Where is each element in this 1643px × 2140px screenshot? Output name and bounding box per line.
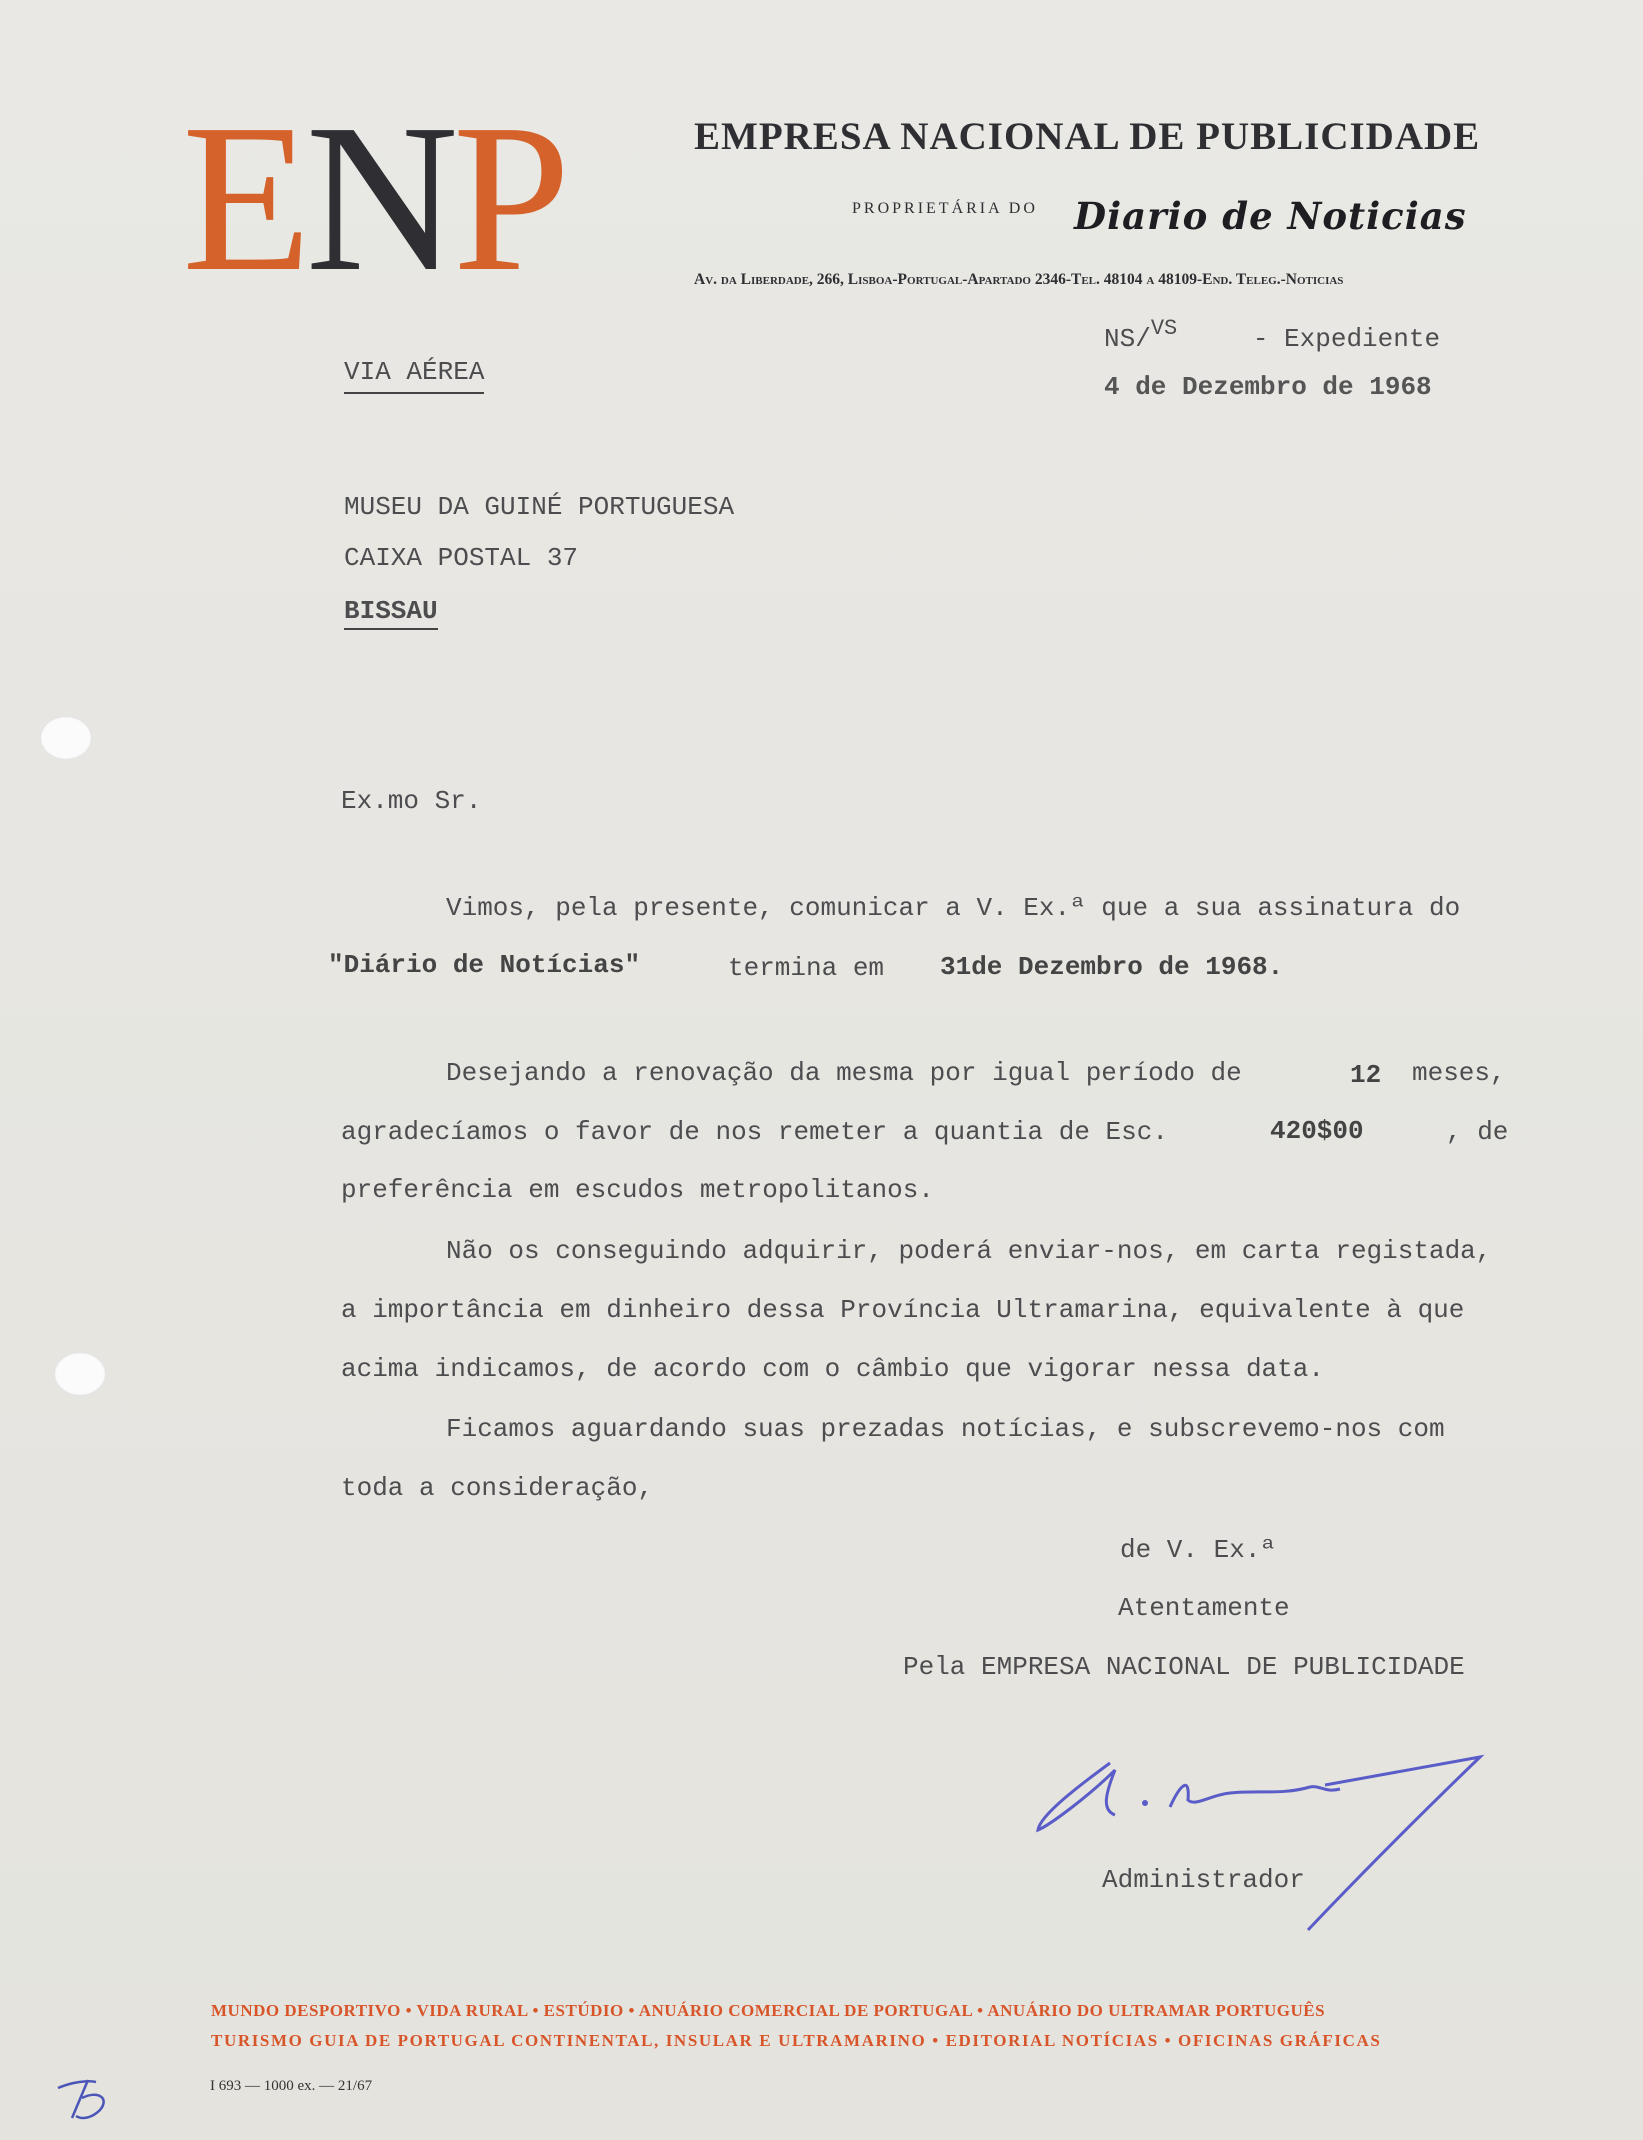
signature xyxy=(1020,1745,1520,1935)
reference: NS/$^{VS}$ - Expediente xyxy=(1104,316,1441,354)
body-line: Ficamos aguardando suas prezadas notícias, e subscrevemo-nos com xyxy=(446,1414,1445,1444)
newspaper-name: Diario de Noticias xyxy=(1074,194,1467,238)
body-line: Vimos, pela presente, comunicar a V. Ex.ª que a sua assinatura do xyxy=(446,893,1461,923)
end-date-fill: 31de Dezembro de 1968. xyxy=(940,952,1284,982)
newspaper-fill: "Diário de Notícias" xyxy=(328,950,641,980)
body-line: preferência em escudos metropolitanos. xyxy=(341,1175,934,1205)
closing-line: de V. Ex.ª xyxy=(1120,1535,1277,1565)
enp-logo: ENP xyxy=(182,80,565,315)
recipient-line-3: BISSAU xyxy=(344,596,438,630)
via-aerea: VIA AÉREA xyxy=(344,357,484,394)
body-line: a importância em dinheiro dessa Província Ultramarina, equivalente à que xyxy=(341,1295,1465,1325)
recipient-line-1: MUSEU DA GUINÉ PORTUGUESA xyxy=(344,492,735,522)
body-line: Não os conseguindo adquirir, poderá enviar-nos, em carta registada, xyxy=(446,1236,1492,1266)
footer-publications-2: TURISMO GUIA DE PORTUGAL CONTINENTAL, INSULAR E ULTRAMARINO • EDITORIAL NOTÍCIAS • OFICINAS GRÁFICAS xyxy=(211,2031,1382,2050)
amount-fill: 420$00 xyxy=(1270,1116,1364,1146)
punch-hole xyxy=(54,1352,106,1396)
body-line: acima indicamos, de acordo com o câmbio que vigorar nessa data. xyxy=(341,1354,1324,1384)
signer-title: Administrador xyxy=(1102,1865,1305,1895)
footer-publications-1: MUNDO DESPORTIVO • VIDA RURAL • ESTÚDIO • ANUÁRIO COMERCIAL DE PORTUGAL • ANUÁRIO DO ULTRAMAR PORTUGUÊS xyxy=(211,2001,1326,2020)
print-code: I 693 — 1000 ex. — 21/67 xyxy=(210,2078,373,2094)
closing-line: Pela EMPRESA NACIONAL DE PUBLICIDADE xyxy=(903,1652,1465,1682)
company-name: EMPRESA NACIONAL DE PUBLICIDADE xyxy=(694,115,1481,158)
letter-date: 4 de Dezembro de 1968 xyxy=(1104,372,1432,402)
months-fill: 12 xyxy=(1350,1060,1382,1090)
body-line: agradecíamos o favor de nos remeter a quantia de Esc. xyxy=(341,1117,1168,1147)
body-line: , de xyxy=(1446,1117,1509,1147)
body-line: meses, xyxy=(1412,1058,1506,1088)
body-line: toda a consideração, xyxy=(341,1473,654,1503)
body-line: termina em xyxy=(728,953,885,983)
owner-label: PROPRIETÁRIA DO xyxy=(852,200,1038,217)
recipient-line-2: CAIXA POSTAL 37 xyxy=(344,543,579,573)
salutation: Ex.mo Sr. xyxy=(341,786,482,816)
company-address: Av. da Liberdade, 266, Lisboa-Portugal-Apartado 2346-Tel. 48104 a 48109-End. Teleg.-Noticias xyxy=(694,271,1344,288)
closing-line: Atentamente xyxy=(1118,1593,1290,1623)
punch-hole xyxy=(40,716,92,760)
body-line: Desejando a renovação da mesma por igual período de xyxy=(446,1058,1242,1088)
pencil-mark xyxy=(52,2068,118,2128)
